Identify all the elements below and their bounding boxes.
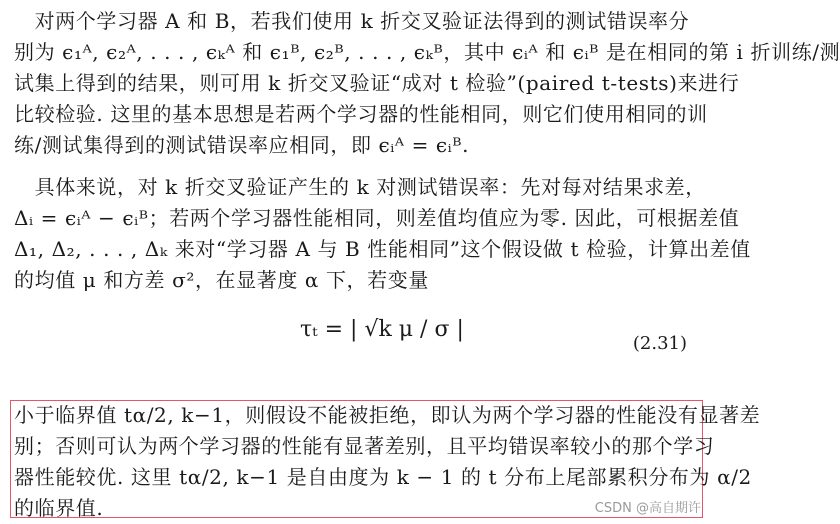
equation-tau-t: τₜ = | √k μ / σ | [300,317,464,342]
equation-number: (2.31) [632,333,687,354]
csdn-watermark: CSDN @高自期许 [594,501,701,516]
text-line: 别；否则可认为两个学习器的性能有显著差别，且平均错误率较小的那个学习 [14,434,715,458]
paragraph-paired-t-test-intro [14,6,840,161]
text-line: 别为 ϵ₁ᴬ, ϵ₂ᴬ, . . . , ϵₖᴬ 和 ϵ₁ᴮ, ϵ₂ᴮ, . . . , ϵₖᴮ，其中 ϵᵢᴬ 和 ϵᵢᴮ 是在相同的第 i 折训练/测 [14,40,840,64]
text-line: Δ₁, Δ₂, . . . , Δₖ 来对“学习器 A 与 B 性能相同”这个假设做 t 检验，计算出差值 [14,237,751,261]
text-line: 对两个学习器 A 和 B，若我们使用 k 折交叉验证法得到的测试错误率分 [14,9,690,33]
text-line: 试集上得到的结果，则可用 k 折交叉验证“成对 t 检验”(paired t-tests)来进行 [14,71,740,95]
text-line: 器性能较优. 这里 tα/2, k−1 是自由度为 k − 1 的 t 分布上尾部累积分布为 α/2 [14,465,752,489]
text-line: 的均值 μ 和方差 σ²，在显著度 α 下，若变量 [14,268,429,292]
text-line: 具体来说，对 k 折交叉验证产生的 k 对测试错误率：先对每对结果求差， [14,175,706,199]
paragraph-difference-procedure [14,172,751,296]
equation-row [0,313,717,377]
text-line: 练/测试集得到的测试错误率应相同，即 ϵᵢᴬ = ϵᵢᴮ. [14,133,470,157]
text-line: 小于临界值 tα/2, k−1，则假设不能被拒绝，即认为两个学习器的性能没有显著差 [14,403,761,427]
text-line: 比较检验. 这里的基本思想是若两个学习器的性能相同，则它们使用相同的训 [14,102,708,126]
text-line: Δᵢ = ϵᵢᴬ − ϵᵢᴮ；若两个学习器性能相同，则差值均值应为零. 因此，可根据差值 [14,206,740,230]
text-line: 的临界值. [14,496,104,520]
